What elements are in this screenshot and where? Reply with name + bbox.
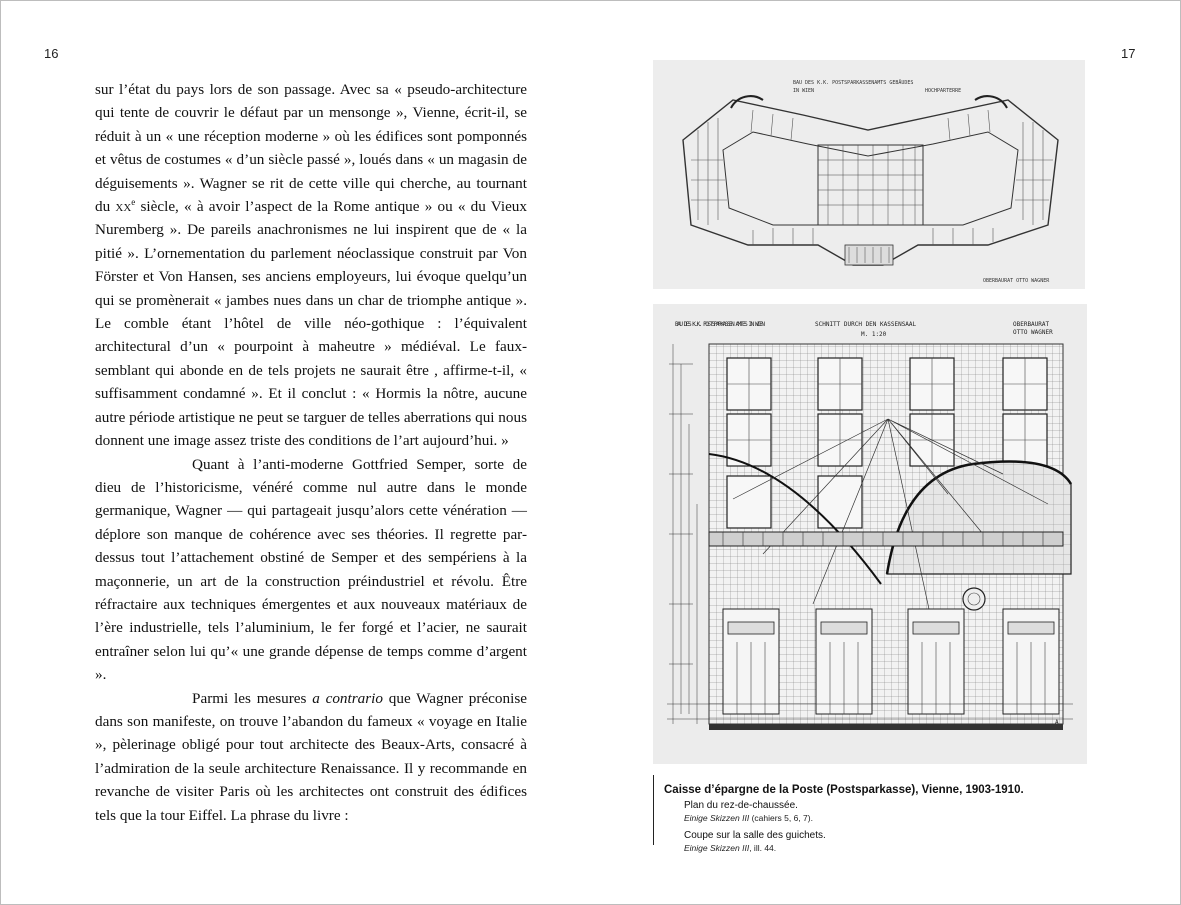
caption-source-1-title: Einige Skizzen III (684, 813, 750, 823)
page-number-right: 17 (1121, 46, 1136, 61)
page-number-left: 16 (44, 46, 59, 61)
section-drawing (653, 304, 1087, 764)
plan-city-label: IN WIEN (793, 88, 815, 94)
section-architect-label-2: OTTO WAGNER (1013, 329, 1053, 336)
floor-plan-figure (653, 60, 1085, 289)
section-architect-label-1: OBERBAURAT (1013, 321, 1050, 328)
paragraph-1-text-a: sur l’état du pays lors de son passage. Avec sa « pseudo-architecture qui tente de couvrir le défaut par un mensonge », Vienne, écrit-il, se réduit à un « une réception moderne » où les édifices sont pomponnés et vêtus de costumes « d’un siècle passé », loués dans « un magasin de déguisements ». Wagner se rit de cette ville qui cherche, au tournant du (95, 81, 527, 216)
caption-title: Caisse d’épargne de la Poste (Postsparkasse), Vienne, 1903-1910. (664, 784, 1024, 796)
figure-caption (664, 783, 1084, 859)
paragraph-3-text-a: Parmi les mesures (192, 689, 313, 707)
floor-plan-drawing (653, 60, 1085, 289)
caption-item-2: Coupe sur la salle des guichets. (684, 830, 826, 841)
caption-item-1: Plan du rez-de-chaussée. (684, 800, 798, 811)
caption-rule (653, 775, 654, 845)
section-title-label: SCHNITT DURCH DEN KASSENSAAL (815, 321, 917, 328)
paragraph-3-emphasis: a contrario (312, 689, 383, 707)
paragraph-2: Quant à l’anti-moderne Gottfried Semper, sorte de dieu de l’historicisme, vénéré comme nul autre dans le monde germanique, Wagner — qui partageait jusqu’alors cette vénération — déplore son manque de cohérence avec ses théories. Il regrette par-dessus tout l’attachement obstiné de Semper et des sempériens à la maçonnerie, un art de la construction préindustriel et révolu. Être réfractaire aux techniques émergentes et aux nouveaux matériaux de l’ère industrielle, tels l’aluminium, le fer forgé et l’acier, ne saurait entraîner selon lui qu’« une grande dépense de temps comme d’argent ». (95, 455, 527, 684)
body-text-column (95, 78, 527, 827)
section-left-label: BAU DES K.K. POSTSPARKASSEN AMTES IN WIEN (675, 321, 765, 328)
caption-source-2-title: Einige Skizzen III (684, 843, 750, 853)
section-marker-label: A (1055, 719, 1059, 726)
plan-level-label: HOCHPARTERRE (925, 88, 962, 94)
paragraph-1 (95, 78, 527, 453)
century-numeral: xx (115, 198, 132, 216)
section-drawing-figure (653, 304, 1087, 764)
section-scale-label: M. 1:20 (861, 331, 887, 338)
caption-source-1 (684, 812, 1084, 824)
paragraph-3-text-b: que Wagner préconise dans son manifeste, on trouve l’abandon du fameux « voyage en Italie », pèlerinage obligé pour tout architecte des Beaux-Arts, consacré à l’admiration de la seule architecture Renaissance. Il y recommande en revanche de visiter Paris où les architectes ont construit des édifices tels que la tour Eiffel. La phrase du livre : (95, 689, 527, 824)
caption-source-2 (684, 842, 1084, 854)
caption-source-2-rest: , ill. 44. (749, 843, 777, 853)
caption-source-1-rest: (cahiers 5, 6, 7). (749, 813, 813, 823)
paragraph-1-text-b: siècle, « à avoir l’aspect de la Rome antique » ou « du Vieux Nuremberg ». De pareils anachronismes ne lui inspirent que de « la pitié ». L’ornementation du parlement néoclassique construit par Von Förster et Von Hansen, ses anciens employeurs, lui évoque quelqu’un qui se promènerait « jambes nues dans un char de triomphe antique ». Le comble étant l’hôtel de ville néo-gothique : l’équivalent architectural d’un « pourpoint à maheutre » médiéval. Le faux-semblant qui abonde en de tels projets ne saurait être , affirme-t-il, « suffisamment condamné ». Et il conclut : « Hormis la nôtre, aucune autre période artistique ne peut se targuer de telles aberrations qui nous donnent une image assez triste des conditions de l’art aujourd’hui. » (95, 198, 527, 450)
plan-title-label: BAU DES K.K. POSTSPARKASSENAMTS GEBÄUDES (793, 80, 914, 86)
paragraph-3 (95, 687, 527, 827)
century-superscript: e (131, 196, 136, 207)
plan-architect-label: OBERBAURAT OTTO WAGNER (983, 278, 1050, 284)
